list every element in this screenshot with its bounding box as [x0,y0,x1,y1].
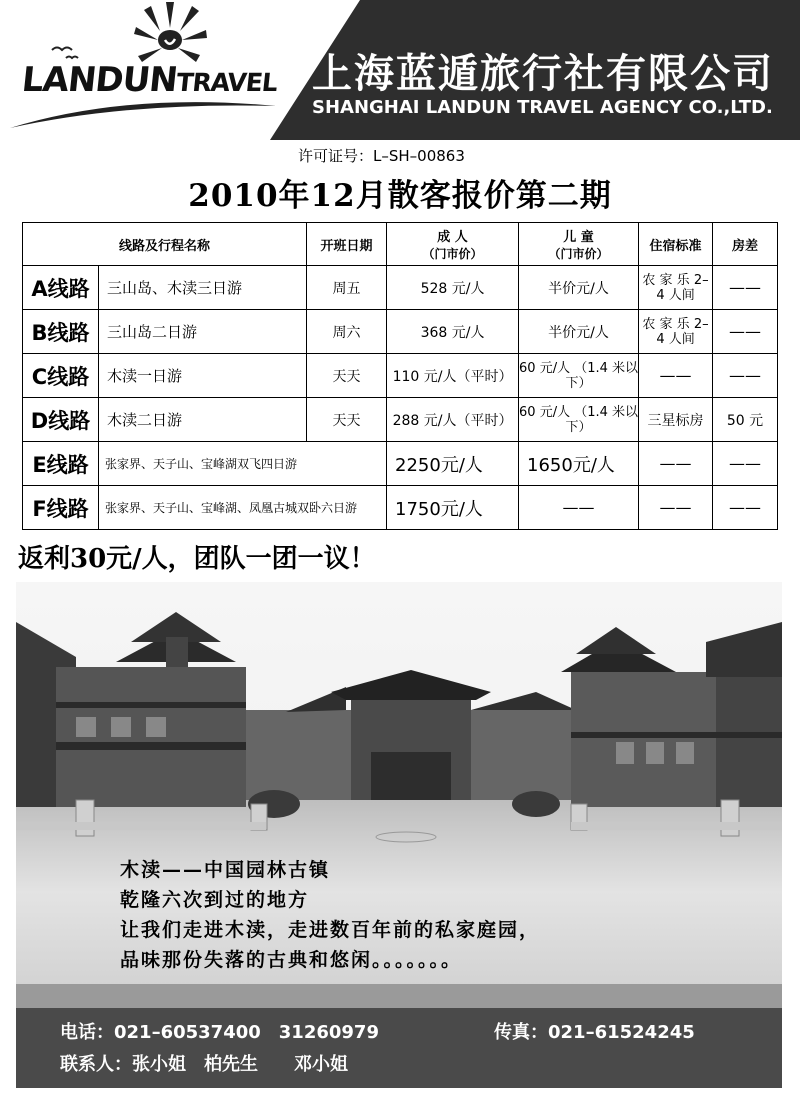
route-id: D线路 [23,398,99,442]
child-price: —— [519,486,639,530]
route-id: E线路 [23,442,99,486]
route-id: B线路 [23,310,99,354]
header-child: 儿 童 （门市价） [519,223,639,266]
room-diff: —— [713,266,778,310]
logo-swoosh [8,92,278,132]
room-diff: —— [713,310,778,354]
header-start: 开班日期 [307,223,387,266]
room-diff: —— [713,486,778,530]
poem-line: 让我们走进木渎，走进数百年前的私家庭园， [120,919,541,941]
poem-text [120,855,540,975]
child-price: 1650元/人 [519,442,639,486]
route-name: 三山岛二日游 [99,310,307,354]
table-row [23,398,778,442]
child-price: 60 元/人 （1.4 米以下） [519,354,639,398]
table-row [23,442,778,486]
room-diff: —— [713,442,778,486]
lodging: 农 家 乐 2–4 人间 [639,266,713,310]
route-start: 天天 [307,398,387,442]
route-start: 天天 [307,354,387,398]
adult-price: 368 元/人 [387,310,519,354]
header-adult: 成 人 （门市价） [387,223,519,266]
company-name-en: SHANGHAI LANDUN TRAVEL AGENCY CO.,LTD. [312,97,773,118]
room-diff: 50 元 [713,398,778,442]
route-id: C线路 [23,354,99,398]
phone-number: 电话：021–60537400 31260979 [60,1022,379,1043]
lodging: —— [639,442,713,486]
lodging: —— [639,354,713,398]
room-diff: —— [713,354,778,398]
table-row [23,354,778,398]
poem-line: 木渎——中国园林古镇 [120,859,331,881]
lodging: 三星标房 [639,398,713,442]
route-start: 周五 [307,266,387,310]
route-name: 张家界、天子山、宝峰湖、凤凰古城双卧六日游 [99,486,387,530]
adult-price: 1750元/人 [387,486,519,530]
route-name: 张家界、天子山、宝峰湖双飞四日游 [99,442,387,486]
company-name-cn: 上海蓝遁旅行社有限公司 [312,51,774,97]
header [0,0,800,140]
route-name: 木渎一日游 [99,354,307,398]
page-title: 2010年12月散客报价第二期 [188,178,612,214]
route-start: 周六 [307,310,387,354]
child-price: 半价元/人 [519,266,639,310]
logo-wordmark: LANDUNTRAVEL [19,60,279,100]
lodging: —— [639,486,713,530]
license-number: 许可证号：L–SH–00863 [298,147,465,165]
adult-price: 110 元/人（平时） [387,354,519,398]
table-row [23,486,778,530]
table-row [23,266,778,310]
header-lodging: 住宿标准 [639,223,713,266]
lodging: 农 家 乐 2–4 人间 [639,310,713,354]
contact-footer [16,1008,782,1088]
route-id: F线路 [23,486,99,530]
route-name: 三山岛、木渎三日游 [99,266,307,310]
route-id: A线路 [23,266,99,310]
company-logo [0,0,300,140]
rebate-notice: 返利30元/人，团队一团一议！ [18,544,376,574]
bird-icon [50,42,80,62]
poem-line: 乾隆六次到过的地方 [120,889,310,911]
adult-price: 288 元/人（平时） [387,398,519,442]
table-header-row [23,223,778,266]
price-table [22,222,778,530]
adult-price: 2250元/人 [387,442,519,486]
fax-number: 传真：021–61524245 [494,1022,695,1043]
child-price: 半价元/人 [519,310,639,354]
contact-people: 联系人：张小姐 柏先生 邓小姐 [60,1054,348,1075]
header-room-diff: 房差 [713,223,778,266]
child-price: 60 元/人 （1.4 米以下） [519,398,639,442]
header-route: 线路及行程名称 [23,223,307,266]
table-row [23,310,778,354]
adult-price: 528 元/人 [387,266,519,310]
route-name: 木渎二日游 [99,398,307,442]
poem-line: 品味那份失落的古典和悠闲。。。。。。。 [120,949,463,971]
